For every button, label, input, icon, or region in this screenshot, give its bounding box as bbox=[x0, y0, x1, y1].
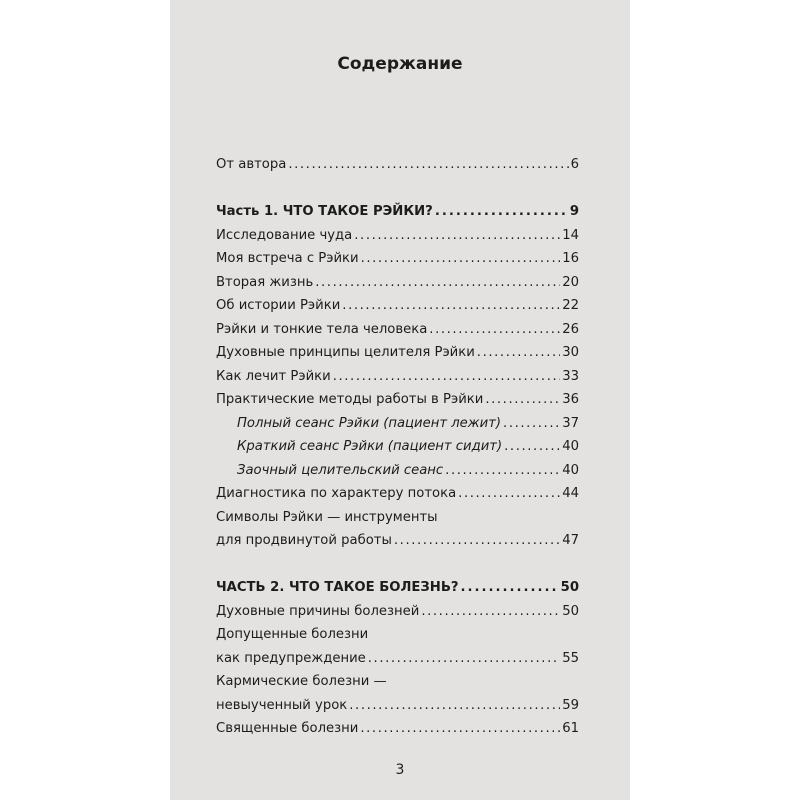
dot-leader bbox=[349, 694, 560, 718]
toc-entry-page: 40 bbox=[562, 462, 579, 478]
spacer bbox=[216, 177, 579, 201]
toc-entry bbox=[216, 318, 579, 342]
toc-entry bbox=[216, 224, 579, 248]
toc-entry-page: 26 bbox=[562, 321, 579, 337]
toc-entry-label: как предупреждение bbox=[216, 650, 366, 666]
dot-leader bbox=[354, 224, 560, 248]
toc-entry-label-line1: Кармические болезни — bbox=[216, 674, 387, 689]
toc-entry bbox=[216, 271, 579, 295]
toc-entry-label: От автора bbox=[216, 157, 287, 172]
book-page bbox=[170, 0, 630, 800]
toc-entry bbox=[216, 717, 579, 741]
toc-part-2-heading bbox=[216, 576, 579, 600]
toc-entry-label: Вторая жизнь bbox=[216, 274, 314, 290]
toc-entry-label: Священные болезни bbox=[216, 721, 359, 736]
toc-entry-label: Моя встреча с Рэйки bbox=[216, 251, 359, 266]
page-title: Содержание bbox=[337, 54, 463, 74]
toc-entry-page: 50 bbox=[560, 580, 579, 595]
toc-entry-label: Духовные принципы целителя Рэйки bbox=[216, 345, 475, 360]
toc-entry-page: 22 bbox=[562, 298, 579, 313]
toc-entry-label: Краткий сеанс Рэйки (пациент сидит) bbox=[237, 439, 503, 454]
toc-entry-page: 30 bbox=[562, 345, 579, 360]
toc-entry-page: 36 bbox=[562, 392, 579, 407]
toc-entry-page: 55 bbox=[562, 650, 579, 666]
dot-leader bbox=[342, 294, 560, 318]
toc-entry bbox=[216, 388, 579, 412]
toc-entry-label-line1: Допущенные болезни bbox=[216, 627, 369, 642]
dot-leader bbox=[435, 200, 568, 224]
toc-entry bbox=[216, 247, 579, 271]
toc-entry-label: Заочный целительский сеанс bbox=[237, 462, 444, 478]
toc-entry bbox=[216, 482, 579, 506]
toc-entry-page: 6 bbox=[570, 157, 579, 172]
dot-leader bbox=[315, 271, 560, 295]
toc-entry-page: 44 bbox=[562, 486, 579, 501]
toc-entry-label: Исследование чуда bbox=[216, 227, 353, 243]
page-number: 3 bbox=[395, 762, 405, 778]
toc-entry bbox=[216, 647, 579, 671]
toc-entry-page: 50 bbox=[562, 603, 579, 619]
toc-entry-label: Рэйки и тонкие тела человека bbox=[216, 321, 428, 337]
spacer bbox=[216, 553, 579, 577]
dot-leader bbox=[360, 717, 560, 741]
toc-subentry bbox=[216, 459, 579, 483]
dot-leader bbox=[288, 153, 568, 177]
toc-entry-label: Об истории Рэйки bbox=[216, 298, 341, 313]
toc-entry-page: 61 bbox=[562, 721, 579, 736]
toc-subentry bbox=[216, 435, 579, 459]
toc-entry-page: 59 bbox=[562, 697, 579, 713]
dot-leader bbox=[458, 482, 560, 506]
dot-leader bbox=[445, 459, 560, 483]
dot-leader bbox=[485, 388, 560, 412]
toc-entry-page: 47 bbox=[562, 533, 579, 548]
toc-entry bbox=[216, 600, 579, 624]
dot-leader bbox=[503, 412, 560, 436]
toc-entry bbox=[216, 529, 579, 553]
toc-entry-page: 14 bbox=[562, 227, 579, 243]
toc-entry-label: Духовные причины болезней bbox=[216, 603, 420, 619]
table-of-contents bbox=[216, 153, 579, 741]
toc-entry-label: Практические методы работы в Рэйки bbox=[216, 392, 484, 407]
dot-leader bbox=[333, 365, 561, 389]
toc-entry-page: 20 bbox=[562, 274, 579, 290]
toc-entry-label: Диагностика по характеру потока bbox=[216, 486, 457, 501]
dot-leader bbox=[421, 600, 560, 624]
dot-leader bbox=[461, 576, 559, 600]
dot-leader bbox=[477, 341, 560, 365]
toc-entry bbox=[216, 341, 579, 365]
toc-entry-label: Как лечит Рэйки bbox=[216, 368, 331, 384]
toc-entry bbox=[216, 694, 579, 718]
toc-entry-label: Часть 1. ЧТО ТАКОЕ РЭЙКИ? bbox=[216, 204, 433, 219]
toc-entry-page: 16 bbox=[562, 251, 579, 266]
toc-subentry bbox=[216, 412, 579, 436]
toc-entry bbox=[216, 294, 579, 318]
toc-entry-label: невыученный урок bbox=[216, 697, 348, 713]
toc-part-1-heading bbox=[216, 200, 579, 224]
toc-entry-from-author bbox=[216, 153, 579, 177]
toc-entry-label: Полный сеанс Рэйки (пациент лежит) bbox=[237, 415, 502, 431]
dot-leader bbox=[394, 529, 560, 553]
dot-leader bbox=[429, 318, 560, 342]
toc-entry-page: 9 bbox=[569, 204, 579, 219]
toc-entry-page: 33 bbox=[562, 368, 579, 384]
toc-entry-label-line1: Символы Рэйки — инструменты bbox=[216, 509, 438, 525]
dot-leader bbox=[368, 647, 560, 671]
toc-entry-label: для продвинутой работы bbox=[216, 533, 392, 548]
dot-leader bbox=[504, 435, 560, 459]
toc-entry-page: 40 bbox=[562, 439, 579, 454]
toc-entry-label: ЧАСТЬ 2. ЧТО ТАКОЕ БОЛЕЗНЬ? bbox=[216, 580, 459, 595]
dot-leader bbox=[361, 247, 561, 271]
toc-entry bbox=[216, 365, 579, 389]
toc-entry-page: 37 bbox=[562, 415, 579, 431]
